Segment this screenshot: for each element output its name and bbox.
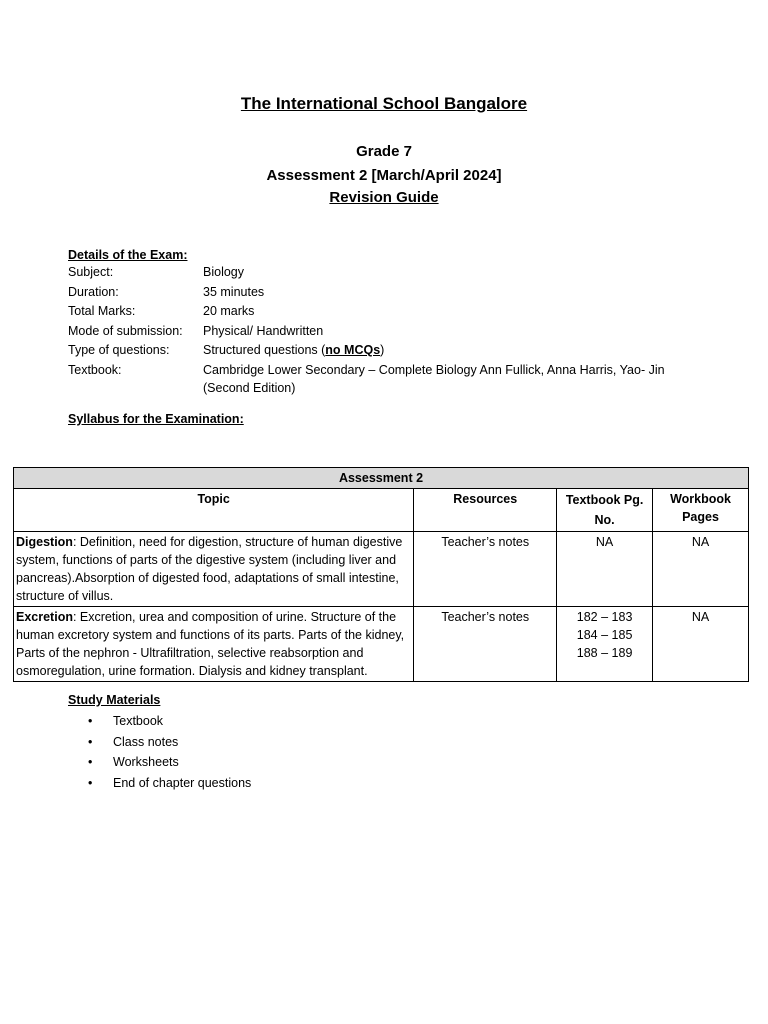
detail-value	[203, 341, 708, 361]
page-range: 182 – 183	[576, 610, 633, 624]
detail-row-subject	[68, 263, 708, 283]
column-header-textbook-pages: Textbook Pg. No.	[557, 489, 653, 532]
table-caption: Assessment 2	[14, 468, 749, 489]
bullet-icon: •	[88, 775, 93, 790]
detail-row-question-type	[68, 341, 708, 361]
textbook-title: Cambridge Lower Secondary – Complete Biology Ann Fullick, Anna Harris, Yao- Jin	[203, 362, 665, 377]
column-header-resources: Resources	[414, 489, 557, 532]
textbook-edition: (Second Edition)	[203, 381, 296, 395]
topic-keyword: Digestion	[16, 535, 73, 549]
detail-label: Subject:	[68, 265, 114, 279]
detail-value: 35 minutes	[203, 284, 265, 299]
list-item	[68, 752, 251, 773]
study-materials-heading: Study Materials	[68, 693, 161, 707]
resources-cell: Teacher’s notes	[414, 607, 557, 682]
workbook-pages-cell: NA	[653, 607, 749, 682]
grade-heading: Grade 7	[356, 143, 412, 160]
school-title: The International School Bangalore	[240, 94, 528, 113]
list-item-text: End of chapter questions	[113, 775, 252, 790]
detail-row-textbook	[68, 361, 708, 399]
list-item-text: Textbook	[113, 714, 164, 728]
table-caption-row	[14, 468, 749, 489]
detail-value: Physical/ Handwritten	[203, 323, 324, 338]
no-mcqs-emphasis: no MCQs	[325, 343, 381, 357]
assessment-heading: Assessment 2 [March/April 2024]	[266, 167, 502, 184]
workbook-pages-cell: NA	[653, 532, 749, 607]
textbook-pages-cell	[557, 607, 653, 682]
detail-row-mode	[68, 322, 708, 342]
bullet-icon: •	[88, 714, 93, 728]
topic-keyword: Excretion	[16, 610, 73, 624]
topic-cell	[14, 607, 414, 682]
column-header-workbook-pages: Workbook Pages	[653, 489, 749, 532]
detail-value: Biology	[203, 265, 244, 279]
detail-row-duration	[68, 283, 708, 303]
page-range: 188 – 189	[576, 646, 633, 660]
assessment-table	[13, 467, 749, 682]
detail-value	[203, 361, 708, 399]
list-item-text: Class notes	[113, 734, 179, 749]
textbook-pages-cell	[557, 532, 653, 607]
bullet-icon: •	[88, 755, 93, 769]
topic-description: : Definition, need for digestion, structure of human digestive system, functions of parts of the digestive system (including liver and pancreas).Absorption of digested food, adaptations of small intestine, structure of villus.	[16, 535, 403, 603]
page-range: NA	[595, 535, 614, 549]
revision-guide-heading: Revision Guide	[329, 189, 439, 206]
table-header-row	[14, 489, 749, 532]
list-item	[68, 711, 251, 732]
detail-label: Mode of submission:	[68, 323, 183, 338]
topic-description: : Excretion, urea and composition of urine. Structure of the human excretory system and functions of its parts. Parts of the kidney, Parts of the nephron - Ultrafiltration, selective reabsorption and osmoregulation, urine formation. Dialysis and kidney transplant.	[16, 610, 405, 678]
table-row	[14, 607, 749, 682]
exam-details-heading: Details of the Exam:	[68, 248, 188, 262]
topic-cell	[14, 532, 414, 607]
column-header-topic: Topic	[14, 489, 414, 532]
detail-value-suffix: )	[380, 343, 385, 357]
list-item	[68, 732, 251, 753]
study-materials-list	[68, 711, 251, 793]
list-item-text: Worksheets	[113, 755, 179, 769]
list-item	[68, 773, 251, 794]
table-row	[14, 532, 749, 607]
exam-details	[68, 248, 708, 399]
resources-cell: Teacher’s notes	[414, 532, 557, 607]
detail-label: Type of questions:	[68, 343, 170, 357]
detail-row-total-marks	[68, 302, 708, 322]
detail-label: Duration:	[68, 284, 119, 299]
bullet-icon: •	[88, 734, 93, 749]
detail-label: Textbook:	[68, 362, 122, 377]
study-materials	[68, 693, 251, 793]
syllabus-heading: Syllabus for the Examination:	[68, 412, 244, 426]
detail-value: 20 marks	[203, 304, 255, 318]
page-range: 184 – 185	[576, 628, 633, 642]
detail-value-prefix: Structured questions (	[203, 343, 326, 357]
detail-label: Total Marks:	[68, 304, 136, 318]
